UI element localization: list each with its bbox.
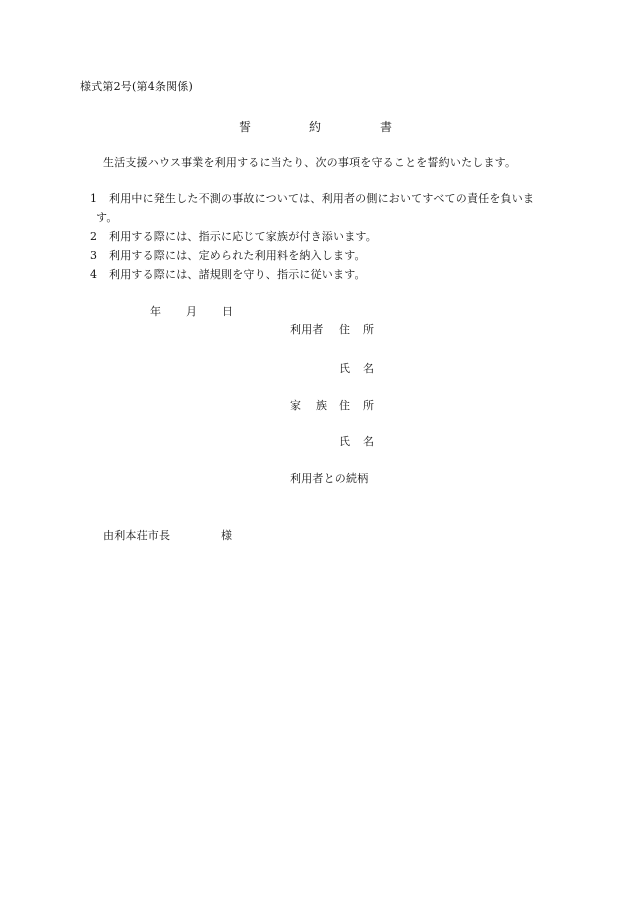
pledge-item-number: 2 [90,230,98,243]
date-year-label: 年 [150,305,162,318]
user-label: 利用者 [290,323,324,336]
pledge-item-text: 利用中に発生した不測の事故については、利用者の側においてすべての責任を負いま [109,192,535,205]
user-name-char-2: 名 [363,362,375,375]
family-address-char-2: 所 [363,399,375,412]
pledge-item-text: 利用する際には、諸規則を守り、指示に従います。 [109,268,366,281]
pledge-item-number: 4 [90,268,98,281]
addressee: 由利本荘市長 [103,529,171,542]
user-address-char-1: 住 [339,323,351,336]
title-char-3: 書 [380,120,393,134]
intro-paragraph: 生活支援ハウス事業を利用するに当たり、次の事項を守ることを誓約いたします。 [103,156,517,169]
family-label-char-2: 族 [316,399,328,412]
title-char-2: 約 [309,120,322,134]
form-number-label: 様式第2号(第4条関係) [80,80,193,93]
family-address-char-1: 住 [339,399,351,412]
pledge-item-number: 1 [90,192,98,205]
pledge-item-text-continuation: す。 [96,211,118,224]
title-char-1: 誓 [239,120,252,134]
user-name-char-1: 氏 [339,362,351,375]
pledge-item-text: 利用する際には、指示に応じて家族が付き添います。 [109,230,377,243]
date-month-label: 月 [186,305,198,318]
family-name-char-1: 氏 [339,435,351,448]
addressee-honorific: 様 [221,529,233,542]
family-name-char-2: 名 [363,435,375,448]
pledge-item-number: 3 [90,249,98,262]
date-day-label: 日 [222,305,234,318]
pledge-item-text: 利用する際には、定められた利用料を納入します。 [109,249,366,262]
family-label-char-1: 家 [290,399,302,412]
user-address-char-2: 所 [363,323,375,336]
document-title [0,119,630,135]
relation-label: 利用者との続柄 [290,472,369,485]
